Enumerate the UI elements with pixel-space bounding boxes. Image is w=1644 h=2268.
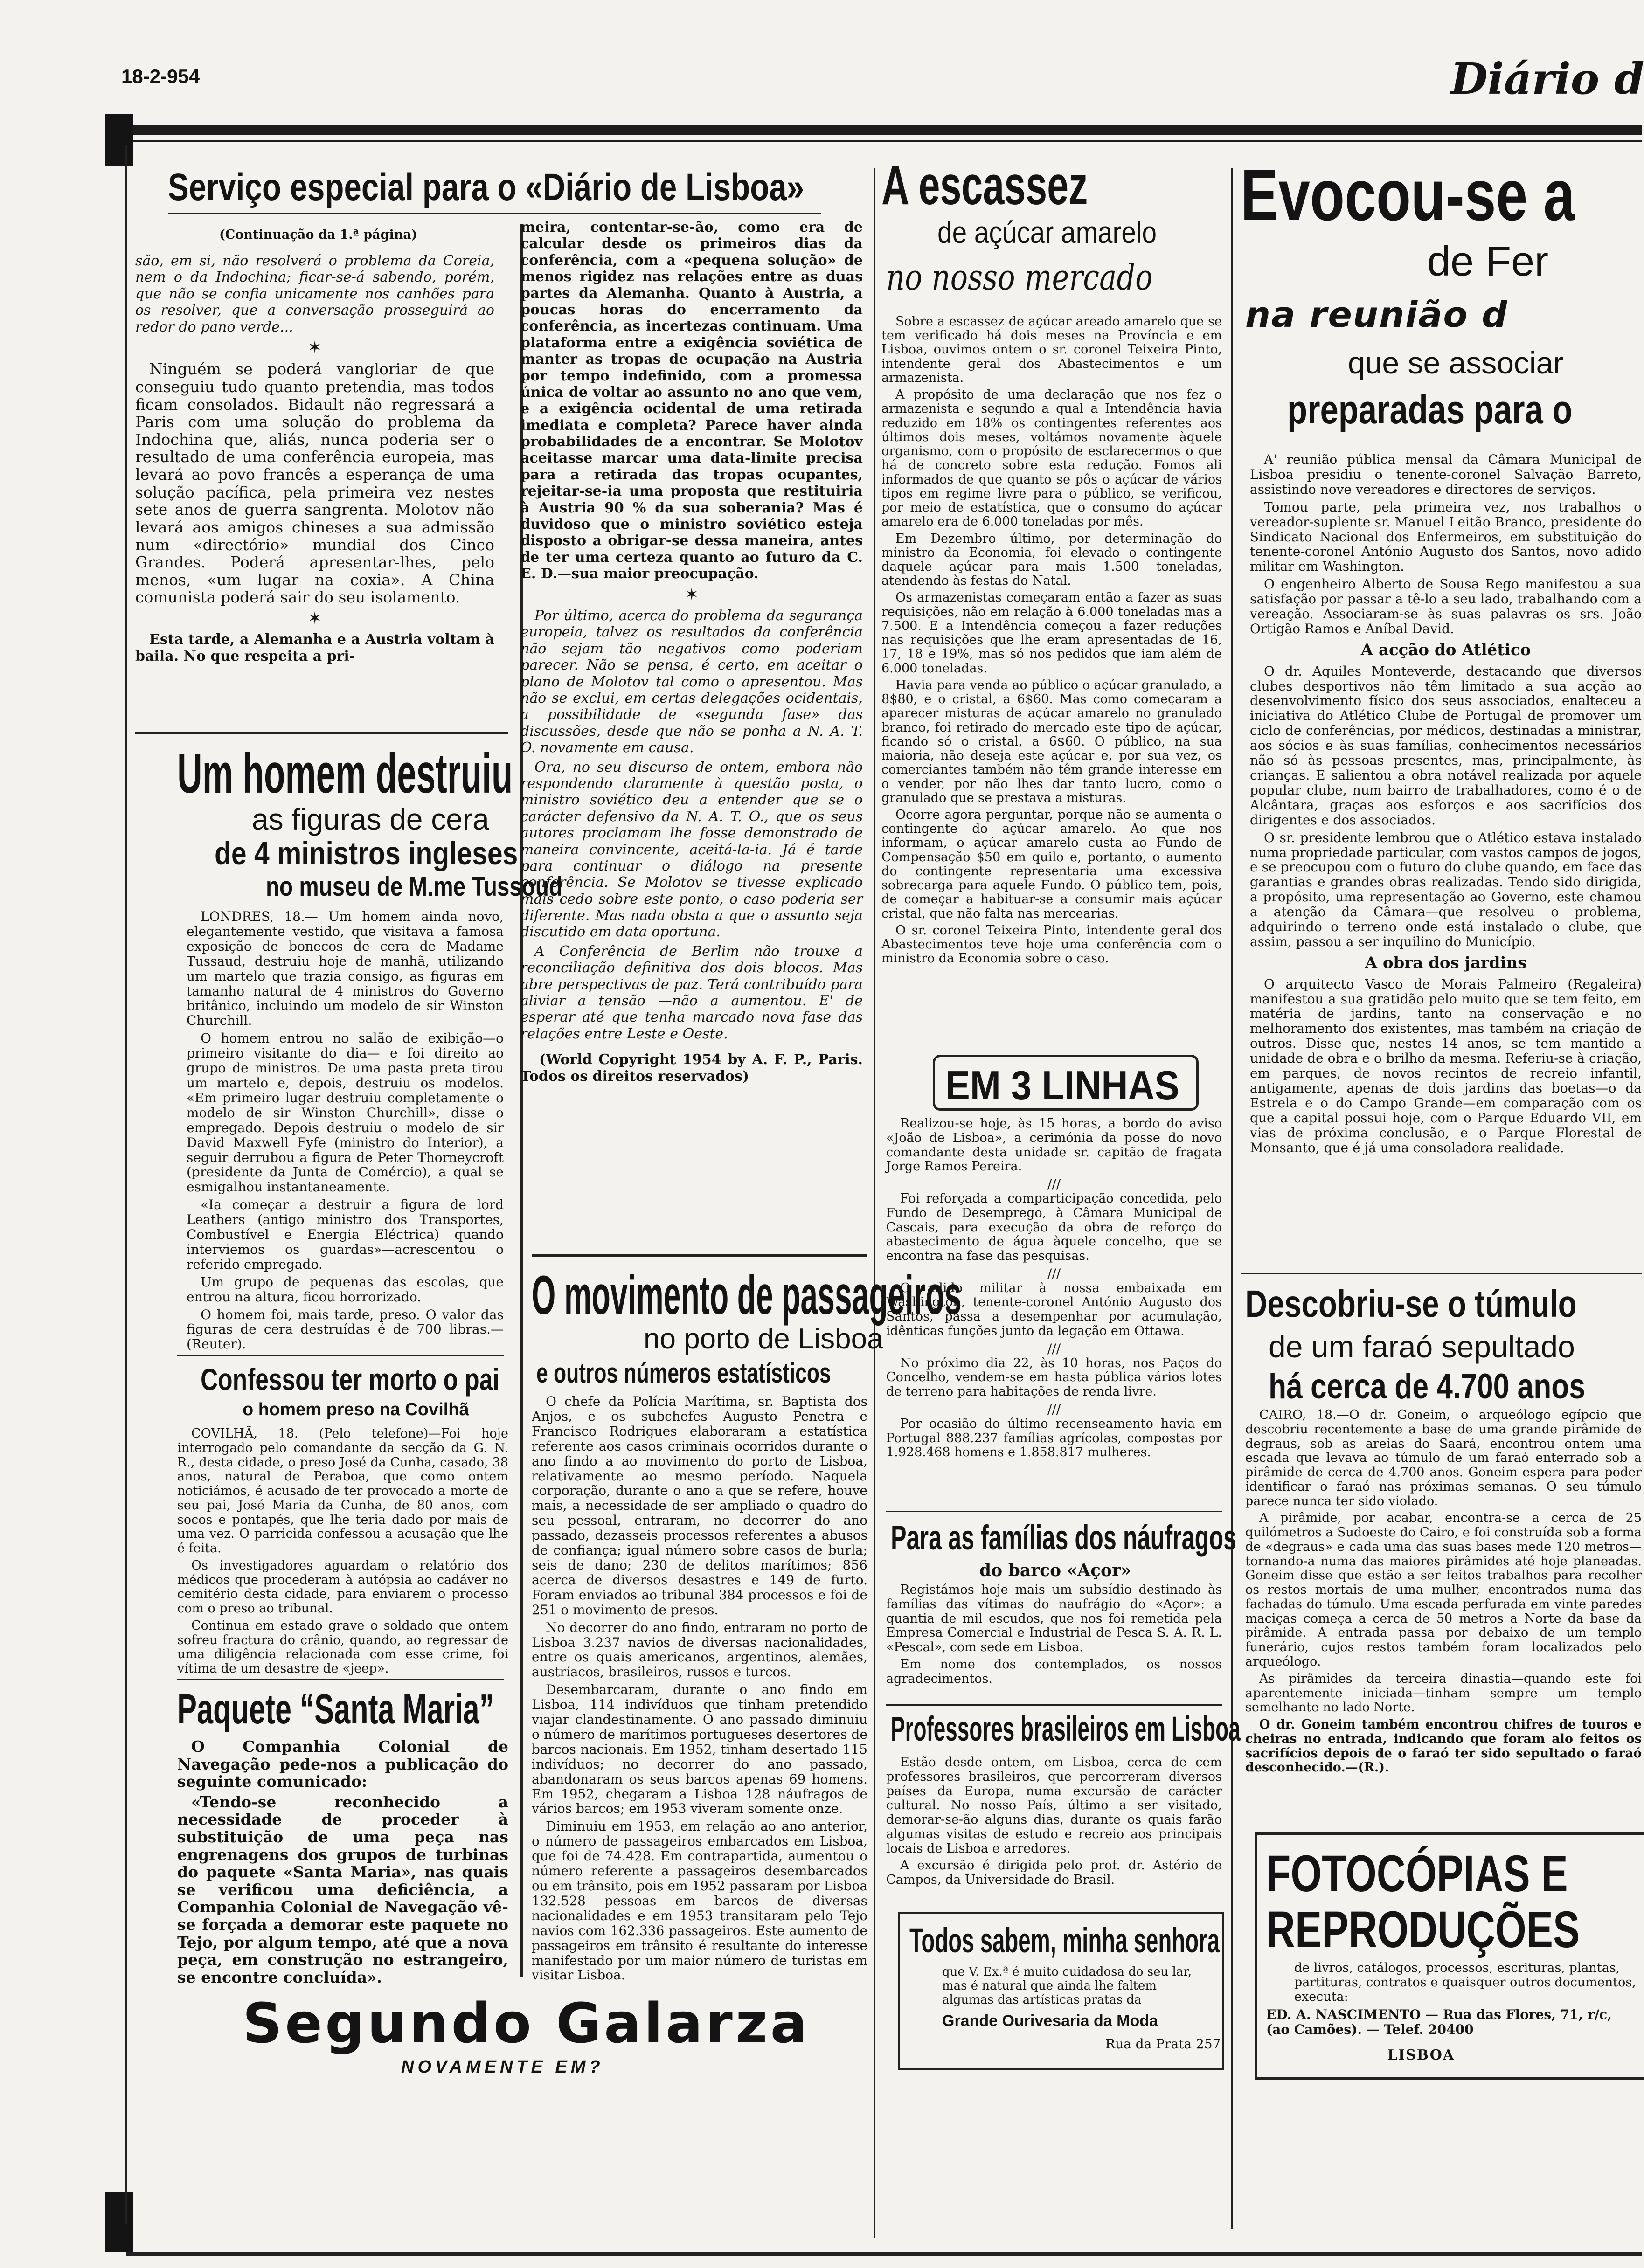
familias-body	[886, 1583, 1222, 1714]
corner-block-bottom	[105, 2192, 133, 2252]
galarza-ad	[182, 1986, 872, 2094]
escassez-article	[881, 154, 1227, 1054]
tumulo-article	[1241, 1282, 1642, 1823]
section-rule	[886, 1704, 1222, 1706]
servico-col1-body: Ninguém se poderá vangloriar de que conseguiu tudo quanto pretendia, mas todos ficam consolados. Bidault não regressará a Paris com uma solução do problema da Indochina que, aliás, nunca poderia ser o resultado de uma conferência europeia, mas levará ao povo francês a esperança de uma solução pacífica, pela primeira vez nestes sete anos de guerra sangrenta. Molotov não levará aos amigos chineses a sua admissão num «directório» mundial dos Cinco Grandes. Poderá apresentar-lhes, pelo menos, «um lugar na coxia». A China comunista poderá sair do seu isolamento.	[135, 360, 494, 607]
fotocopias-title-1: FOTOCÓPIAS E	[1266, 1845, 1568, 1902]
homem-paragraph: LONDRES, 18.— Um homem ainda novo, elegantemente vestido, que visitava a famosa exposição de bonecos de cera de Madame Tussaud, destruiu hoje de manhã, utilizando um martelo que trazia consigo, as figuras em tamanho natural de 4 ministros do Governo britânico, incluindo um modelo de sir Winston Churchill.	[187, 909, 504, 1029]
escassez-paragraph: Havia para venda ao público o açúcar granulado, a 8$80, e o cristal, a 6$60. Mas como começaram a aparecer misturas de açúcar amarelo no granulado branco, foi retirado do mercado este tipo de açúcar, ficando só o cristal, a 6$60. O público, na sua maioria, não deseja este açúcar e, por sua vez, os comerciantes também não têm grande interesse em o vender, por não lhes dar tanto lucro, como o granulado que se prestava a misturas.	[881, 678, 1222, 805]
servico-col2-italic-3: A Conferência de Berlim não trouxe a reconciliação definitiva dos dois blocos. Mas abre perspectivas de paz. Terá contribuído para aliviar a tensão —não a aumentou. E' de esperar até que tenha marcado nova fase das relações entre Leste e Oeste.	[520, 943, 863, 1042]
professores-paragraph: Estão desde ontem, em Lisboa, cerca de cem professores brasileiros, que percorreram diversos países da Europa, numa excursão de carácter cultural. No nosso País, último a ser visitado, demorar-se-ão alguns dias, durante os quais farão algumas visitas de estudo e recreio aos principais locais de Lisboa e arredores.	[886, 1755, 1222, 1856]
issue-date: 18-2-954	[121, 65, 200, 87]
fotocopias-ad	[1255, 1832, 1644, 2080]
star-separator: ✶	[307, 338, 322, 357]
passageiros-subhead-2: e outros números estatísticos	[536, 1357, 831, 1389]
item-separator: ///	[1047, 1401, 1061, 1417]
evocou-subhead-1: de Fer	[1427, 238, 1549, 285]
servico-headline-rule	[168, 213, 821, 214]
escassez-paragraph: Ocorre agora perguntar, porque não se aumenta o contingente do açúcar amarelo. Ao que nos informam, o açúcar amarelo custa ao Fundo de Compensação $50 em quilo e, portanto, o aumento do contingente representaria uma excessiva sobrecarga para aquele Fundo. O público tem, pois, de começar a habituar-se a consumir mais açúcar cristal, que não falta nas mercearias.	[881, 807, 1222, 921]
em3linhas-item: Por ocasião do último recenseamento havia em Portugal 888.237 famílias agrícolas, compostas por 1.928.468 homens e 1.858.817 mulheres.	[886, 1416, 1222, 1460]
star-separator: ✶	[684, 585, 699, 604]
paquete-body	[177, 1737, 508, 1986]
homem-headline: Um homem destruiu	[177, 742, 513, 805]
homem-paragraph: O homem entrou no salão de exibição—o primeiro visitante do dia— e foi direito ao grupo de ministros. De uma pasta preta tirou um martelo e, depois, destruiu os modelos. «Em primeiro lugar destruiu completamente o modelo de sir Winston Churchill», disse o empregado. Depois destruiu o modelo de sir David Maxwell Fyfe (ministro do Interior), a seguir derrubou a figura de Peter Thorneycroft (presidente da Junta de Comércio), a qual se esmigalhou instantaneamente.	[187, 1030, 504, 1195]
corner-block-top	[105, 114, 133, 166]
tumulo-paragraph: A pirâmide, por acabar, encontra-se a cerca de 25 quilómetros a Sudoeste do Cairo, e foi construída sob a forma de «degraus» e cada uma das suas bases mede 120 metros—tornando-a numa das maiores pirâmides até hoje planeadas. Goneim disse que estão a ser feitos trabalhos para recolher os restos mortais de uma mulher, encontrados numa das fachadas do túmulo. Uma escada perfurada em vinte paredes maciças começa a cerca de 50 metros a Norte da base da pirâmide. A entrada passa por debaixo de um templo funerário, cujos restos também foram localizados pelo arqueólogo.	[1245, 1511, 1642, 1669]
escassez-paragraph: O sr. coronel Teixeira Pinto, intendente geral dos Abastecimentos teve hoje uma conferência com o ministro da Economia sobre o caso.	[881, 923, 1222, 966]
passageiros-article	[532, 1264, 962, 1983]
section-rule	[886, 1511, 1222, 1512]
confessou-subhead: o homem preso na Covilhã	[243, 1400, 469, 1419]
section-rule	[532, 1254, 867, 1257]
familias-paragraph: Registámos hoje mais um subsídio destinado às famílias das vítimas do naufrágio do «Açor»: a quantia de mil escudos, que nos foi remetida pela Empresa Comercial e Industrial de Pesca S. A. R. L. «Pescal», com sede em Lisboa.	[886, 1583, 1222, 1655]
escassez-subhead-2: no nosso mercado	[886, 256, 1153, 298]
todos-sabem-shop: Grande Ourivesaria da Moda	[942, 2012, 1158, 2030]
servico-column-2	[520, 219, 863, 1357]
servico-copyright: (World Copyright 1954 by A. F. P., Paris. Todos os direitos reservados)	[520, 1051, 863, 1085]
confessou-article	[177, 1362, 513, 1676]
homem-subhead-2: de 4 ministros ingleses	[215, 835, 518, 871]
familias-subhead: do barco «Açor»	[979, 1561, 1131, 1580]
evocou-paragraph: A' reunião pública mensal da Câmara Municipal de Lisboa presidiu o tenente-coronel Salvação Barreto, assistindo nove vereadores e directores de serviços.	[1250, 452, 1642, 497]
evocou-body	[1250, 452, 1642, 1254]
familias-article	[886, 1518, 1237, 1714]
em3linhas-item: O adido militar à nossa embaixada em Washington, tenente-coronel António Augusto dos Santos, passa a desempenhar por acumulação, idênticas funções junto da legação em Ottawa.	[886, 1280, 1222, 1338]
homem-paragraph: Um grupo de pequenas das escolas, que entrou na altura, ficou horrorizado.	[187, 1274, 504, 1305]
todos-sabem-title: Todos sabem, minha senhora	[909, 1921, 1220, 1960]
tumulo-paragraph: As pirâmides da terceira dinastia—quando este foi aparentemente iniciada—tinham sempre um templo semelhante no lado Norte.	[1245, 1671, 1642, 1715]
professores-body	[886, 1756, 1222, 1895]
evocou-section-title: A obra dos jardins	[1365, 953, 1527, 972]
todos-sabem-ad	[898, 1912, 1224, 2070]
passageiros-subhead-1: no porto de Lisboa	[644, 1323, 883, 1355]
servico-col2-bold: meira, contentar-se-ão, como era de calcular desde os primeiros dias da conferência, com a «pequena solução» de menos rigidez nas relações entre as duas partes da Alemanha. Quanto à Austria, a poucas horas do encerramento da conferência, as incertezas continuam. Uma plataforma entre a exigência soviética de manter as tropas de ocupação na Austria por tempo indefinido, com a promessa única de voltar ao assunto no ano que vem, e a exigência ocidental de uma retirada imediata e completa? Parece haver ainda probabilidades de a encontrar. Se Molotov aceitasse marcar uma data-limite precisa para a retirada das tropas ocupantes, rejeitar-se-ia uma proposta que restituiria à Austria 90 % da sua soberania? Mas é duvidoso que o ministro soviético esteja disposto a obrigar-se dessa maneira, antes de ter uma certeza quanto ao futuro da C. E. D.—sua maior preocupação.	[520, 219, 863, 582]
tumulo-paragraph: CAIRO, 18.—O dr. Goneim, o arqueólogo egípcio que descobriu recentemente a base de uma grande pirâmide de degraus, sob as areias do Saará, encontrou ontem uma escada que levava ao túmulo de um faraó enterrado sob a pirâmide de cerca de 4.700 anos. Goneim espera para poder identificar o faraó nas próximas semanas. O seu túmulo parece nunca ter sido violado.	[1245, 1408, 1642, 1508]
em3linhas-title-box	[933, 1055, 1199, 1111]
paquete-article	[177, 1686, 513, 1986]
passageiros-headline: O movimento de passageiros	[532, 1265, 962, 1326]
passageiros-paragraph: Desembarcaram, durante o ano findo em Lisboa, 114 indivíduos que tinham pretendido viajar clandestinamente. O ano passado diminuiu o número de marítimos portugueses desertores de barcos nacionais. Em 1952, tinham desertado 115 indivíduos; no decorrer do ano passado, abandonaram os seus barcos apenas 69 homens. Em 1952, chegaram a Lisboa 128 náufragos de vários barcos; em 1953 viveram somente onze.	[532, 1682, 867, 1817]
column-rule	[1231, 168, 1233, 2229]
em3linhas-item: Foi reforçada a comparticipação concedida, pelo Fundo de Desemprego, à Câmara Municipal de Cascais, para execução da obra de reforço do abastecimento de água àquele concelho, que se encontra na fase das pesquisas.	[886, 1191, 1222, 1264]
column-rule	[874, 168, 875, 2238]
homem-subhead-1: as figuras de cera	[252, 802, 489, 836]
top-thin-rule	[106, 140, 1642, 142]
section-rule	[1241, 1273, 1642, 1274]
fotocopias-city: LISBOA	[1387, 2047, 1455, 2063]
evocou-headline: Evocou-se a	[1241, 155, 1575, 236]
escassez-subhead-1: de açúcar amarelo	[937, 215, 1157, 249]
evocou-paragraph: O sr. presidente lembrou que o Atlético estava instalado numa propriedade particular, com vastos campos de jogos, e se preocupou com o futuro do clube quando, em face das garantias e grandes obras realizadas. Tendo sido dirigida, a propósito, uma representação ao Governo, este chamou a atenção da Câmara—que resolveu o problema, adquirindo o terreno onde está instalado o clube, que assim, passou a ser inquilino do Município.	[1250, 830, 1642, 949]
paquete-headline: Paquete “Santa Maria”	[177, 1686, 494, 1733]
top-rule	[106, 125, 1642, 135]
fotocopias-contact: ED. A. NASCIMENTO — Rua das Flores, 71, r/c, (ao Camões). — Telef. 20400	[1266, 2007, 1612, 2038]
item-separator: ///	[1047, 1341, 1061, 1356]
servico-col1-italic: são, em si, não resolverá o problema da Coreia, nem o da Indochina; ficar-se-á sabendo, porém, que não se confia unicamente nos canhões para os resolver, que a conversação prosseguirá ao redor do pano verde...	[135, 253, 494, 335]
item-separator: ///	[1047, 1265, 1061, 1281]
homem-article	[135, 741, 562, 1357]
column-rule	[125, 145, 127, 2224]
confessou-paragraph: COVILHÃ, 18. (Pelo telefone)—Foi hoje interrogado pelo comandante da secção da G. N. R., desta cidade, o preso José da Cunha, casado, 38 anos, natural de Peraboa, que como ontem noticiámos, é acusado de ter provocado a morte de seu pai, José Maria da Cunha, de 80 anos, com socos e pontapés, que lhe teria dado por mais de uma vez. O parricida confessou a acusação que lhe é feita.	[177, 1426, 508, 1556]
tumulo-headline: Descobriu-se o túmulo	[1245, 1283, 1577, 1325]
confessou-paragraph: Continua em estado grave o soldado que ontem sofreu fractura do crânio, quando, ao regressar de uma diligência relacionada com esse crime, foi vítima de um desastre de «jeep».	[177, 1618, 508, 1676]
em3linhas-item: Realizou-se hoje, às 15 horas, a bordo do aviso «João de Lisboa», a cerimónia da posse do novo comandante desta unidade sr. capitão de fragata Jorge Ramos Pereira.	[886, 1116, 1222, 1174]
escassez-paragraph: Os armazenistas começaram então a fazer as suas requisições, não em relação à 6.000 toneladas mas a 7.500. E a Intendência começou a fazer reduções nas requisições que lhe eram apresentadas de 16, 17, 18 e 19%, mas só nos pedidos que iam além de 6.000 toneladas.	[881, 590, 1222, 676]
passageiros-paragraph: O chefe da Polícia Marítima, sr. Baptista dos Anjos, e os subchefes Augusto Penetra e Francisco Rodrigues elaboraram a estatística referente aos casos criminais ocorridos durante o ano findo a ao movimento do porto de Lisboa, relativamente ao mesmo período. Naquela corporação, durante o ano a que se refere, houve mais, a necessidade de ser ampliado o quadro do seu pessoal, entraram, no decorrer do ano passado, dezasseis processos referentes a abusos de confiança; igual número sobre casos de burla; seis de dano; 230 de delitos marítimos; 856 acerca de diversos desastres e 149 de furto. Foram enviados ao tribunal 384 processos e foi de 251 o movimento de presos.	[532, 1394, 867, 1618]
evocou-subhead-4: preparadas para o	[1287, 387, 1573, 432]
paquete-paragraph: «Tendo-se reconhecido a necessidade de proceder à substituição de uma peça nas engrenagens dos grupos de turbinas do paquete «Santa Maria», nas quais se verificou uma deficiência, a Companhia Colonial de Navegação vê-se forçada a demorar este paquete no Tejo, por algum tempo, até que a nova peça, em construção no estrangeiro, se encontre concluída».	[177, 1792, 508, 1986]
professores-paragraph: A excursão é dirigida pelo prof. dr. Astério de Campos, da Universidade do Brasil.	[886, 1858, 1222, 1888]
em3linhas-body	[886, 1117, 1222, 1536]
escassez-paragraph: Em Dezembro último, por determinação do ministro da Economia, foi elevado o contingente daquele açúcar para mais 1.500 toneladas, atendendo às festas do Natal.	[881, 531, 1222, 588]
tumulo-paragraph: O dr. Goneim também encontrou chifres de touros e cheiras no entrada, indicando que foram alo feitos os sacrifícios depois de o faraó ter sido sepultado o faraó desconhecido.—(R.).	[1245, 1717, 1642, 1775]
item-separator: ///	[1047, 1176, 1061, 1192]
newspaper-masthead: Diário d	[1450, 54, 1644, 104]
homem-paragraph: O homem foi, mais tarde, preso. O valor das figuras de cera destruídas é de 700 libras.—(Reuter).	[187, 1307, 504, 1352]
todos-sabem-body: que V. Ex.ª é muito cuidadosa do seu lar, mas é natural que ainda lhe faltem algumas das artísticas pratas da	[942, 1965, 1192, 2007]
fotocopias-body: de livros, catálogos, processos, escrituras, plantas, partituras, contratos e quaisquer outros documentos, executa:	[1294, 1961, 1636, 2005]
evocou-paragraph: O dr. Aquiles Monteverde, destacando que diversos clubes desportivos não têm limitado a sua acção ao desenvolvimento físico dos seus associados, enalteceu a iniciativa do Atlético Clube de Portugal de promover um ciclo de conferências, por médicos, destinadas a ministrar, aos sócios e às suas famílias, conhecimentos necessários não só às pessoas presentes, mas, principalmente, às crianças. E salientou a obra notável realizada por aquele popular clube, num bairro de trabalhadores, como é o de Alcântara, graças aos esforços e aos sacrifícios dos dirigentes e dos associados.	[1250, 663, 1642, 828]
evocou-subhead-3: que se associar	[1348, 346, 1564, 380]
star-separator: ✶	[307, 608, 322, 628]
escassez-paragraph: Sobre a escassez de açúcar areado amarelo que se tem verificado há dois meses na Província e em Lisboa, ouvimos ontem o sr. coronel Teixeira Pinto, intendente geral dos Abastecimentos e um armazenista.	[881, 314, 1222, 385]
em3linhas-title: EM 3 LINHAS	[945, 1062, 1179, 1108]
servico-col2-italic-2: Ora, no seu discurso de ontem, embora não respondendo claramente à questão posta, o ministro soviético deu a entender que se o carácter defensivo da N. A. T. O., que os seus autores proclamam lhe fosse demonstrado de maneira convincente, aceitá-la-ia. Já é tarde para continuar o diálogo na presente conferência. Se Molotov se tivesse explicado mais cedo sobre este ponto, o caso poderia ser diferente. Mas nada obsta a que o assunto seja discutido em data oportuna.	[520, 759, 863, 940]
confessou-body	[177, 1426, 508, 1676]
passageiros-paragraph: No decorrer do ano findo, entraram no porto de Lisboa 3.237 navios de diversas nacionalidades, entre os quais americanos, argentinos, alemães, austríacos, brasileiros, russos e turcos.	[532, 1619, 867, 1680]
familias-paragraph: Em nome dos contemplados, os nossos agradecimentos.	[886, 1657, 1222, 1686]
tumulo-subhead-1: de um faraó sepultado	[1269, 1329, 1575, 1364]
evocou-section-title: A acção do Atlético	[1360, 640, 1531, 659]
section-rule	[177, 1679, 504, 1680]
passageiros-paragraph: Diminuiu em 1953, em relação ao ano anterior, o número de passageiros embarcados em Lisboa, que foi de 74.428. Em contrapartida, aumentou o número referente a passageiros desembarcados ou em trânsito, pois em 1952 passaram por Lisboa 132.528 pessoas em barcos de diversas nacionalidades e em 1953 transitaram pelo Tejo navios com 162.336 passageiros. Este aumento de passageiros em trânsito é resultante do interesse manifestado por um maior número de turistas em visitar Lisboa.	[532, 1819, 867, 1983]
em3linhas-item: No próximo dia 22, às 10 horas, nos Paços do Concelho, vendem-se em hasta pública vários lotes de terreno para habitações de renda livre.	[886, 1355, 1222, 1399]
confessou-headline: Confessou ter morto o pai	[201, 1362, 499, 1397]
paquete-paragraph: O Companhia Colonial de Navegação pede-nos a publicação do seguinte comunicado:	[177, 1737, 508, 1791]
evocou-paragraph: O engenheiro Alberto de Sousa Rego manifestou a sua satisfação por passar a tê-lo a seu lado, trabalhando com a vereação. Associaram-se às suas palavras os srs. João Ortigão Ramos e Aníbal David.	[1250, 576, 1642, 636]
section-rule	[177, 1355, 504, 1356]
homem-body	[187, 909, 504, 1352]
evocou-article	[1241, 149, 1642, 1259]
escassez-body	[881, 315, 1222, 1047]
servico-headline: Serviço especial para o «Diário de Lisboa»	[168, 166, 805, 208]
page-bottom-rule	[126, 2252, 1642, 2256]
evocou-subhead-2: na reunião d	[1245, 294, 1508, 335]
professores-article	[886, 1709, 1241, 1905]
escassez-headline: A escassez	[881, 155, 1088, 216]
escassez-paragraph: A propósito de uma declaração que nos fez o armazenista e segundo a qual a Intendência havia reduzido em 18% os contingentes referentes aos últimos dois meses, voltámos novamente àquele organismo, com o propósito de esclarecermos o que há de concreto sobre esta redução. Fomos ali informados de que quanto se pôs o açúcar de vários tipos em regime livre para o público, se verificou, por meio de estatística, que o consumo do açúcar amarelo era de 6.000 toneladas por mês.	[881, 387, 1222, 529]
familias-headline: Para as famílias dos náufragos	[891, 1518, 1237, 1557]
servico-col2-italic: Por último, acerca do problema da segurança europeia, talvez os resultados da conferência não sejam tão negativos como poderiam parecer. Não se pensa, é certo, em aceitar o plano de Molotov tal como o apresentou. Mas não se exclui, em certas delegações ocidentais, a possibilidade de «segunda fase» das discussões, desde que não se ponha a N. A. T. O. novamente em causa.	[520, 608, 863, 756]
servico-continuation: (Continuação da 1.ª página)	[219, 228, 417, 242]
evocou-paragraph: Tomou parte, pela primeira vez, nos trabalhos o vereador-suplente sr. Manuel Leitão Branco, presidente do Sindicato Nacional dos Enfermeiros, em substituição do tenente-coronel António Augusto dos Santos, novo adido militar em Washington.	[1250, 499, 1642, 574]
todos-sabem-address: Rua da Prata 257	[1105, 2036, 1221, 2052]
homem-paragraph: «Ia começar a destruir a figura de lord Leathers (antigo ministro dos Transportes, Combustível e Energia Eléctrica) quando interviemos os guardas»—acrescentou o referido empregado.	[187, 1197, 504, 1272]
professores-headline: Professores brasileiros em Lisboa	[891, 1709, 1241, 1748]
galarza-title: Segundo Galarza	[243, 1991, 811, 2055]
section-rule	[135, 732, 508, 734]
homem-subhead-3: no museu de M.me Tussoud	[266, 871, 562, 902]
galarza-subtitle: NOVAMENTE EM?	[401, 2057, 604, 2077]
servico-col1-tail: Esta tarde, a Alemanha e a Austria voltam à baila. No que respeita a pri-	[135, 631, 494, 664]
passageiros-body	[532, 1394, 867, 1983]
evocou-paragraph: O arquitecto Vasco de Morais Palmeiro (Regaleira) manifestou a sua gratidão pelo muito que se tem feito, em matéria de jardins, tanto na conservação e no melhoramento dos existentes, mas também na criação de outros. Disse que, nestes 14 anos, se tem mantido a unidade de obra e o brilho da mesma. Referiu-se à criação, em parques, de novos recintos de recreio infantil, antigamente, apenas de dois jardins das boetas—o da Estrela e o do Campo Grande—em comparação com os que a capital possui hoje, com o Parque Eduardo VII, em vias de próxima conclusão, e o Parque Florestal de Monsanto, que é já uma consoladora realidade.	[1250, 976, 1642, 1155]
tumulo-body	[1245, 1408, 1642, 1819]
fotocopias-title-2: REPRODUÇÕES	[1266, 1901, 1580, 1958]
confessou-paragraph: Os investigadores aguardam o relatório dos médicos que procederam à autópsia ao cadáver no cemitério desta cidade, para enviarem o processo com o preso ao tribunal.	[177, 1558, 508, 1616]
tumulo-subhead-2: há cerca de 4.700 anos	[1269, 1367, 1586, 1406]
